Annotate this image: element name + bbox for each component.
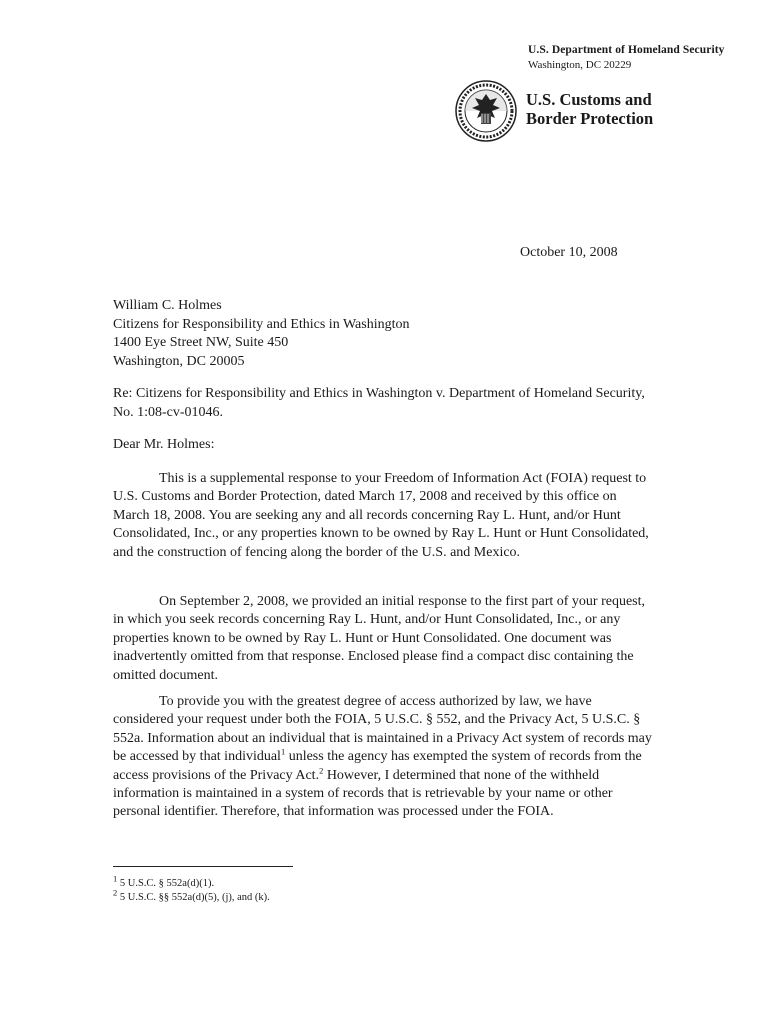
salutation: Dear Mr. Holmes: <box>113 437 215 452</box>
footnote-divider <box>113 866 293 867</box>
footnote-2 <box>113 887 270 903</box>
paragraph-1: This is a supplemental response to your Freedom of Information Act (FOIA) request to U.S. Customs and Border Protection, dated March 17, 2008 and received by this office on March 18, 2008. You are seeking any and all records concerning Ray L. Hunt, and/or Hunt Consolidated, Inc., or any properties known to be owned by Ray L. Hunt or Hunt Consolidated, and the construction of fencing along the border of the U.S. and Mexico. <box>113 471 649 560</box>
agency-line-2: Border Protection <box>526 109 654 128</box>
paragraph-3 <box>113 693 653 822</box>
agency-name <box>526 90 653 128</box>
footnote-1-text: 5 U.S.C. § 552a(d)(1). <box>117 878 215 889</box>
footnote-2-number: 2 <box>113 887 118 898</box>
footnote-ref-2: 2 <box>319 764 324 775</box>
department-city: Washington, DC 20229 <box>528 59 632 71</box>
dhs-seal-icon <box>455 80 517 142</box>
recipient-street: 1400 Eye Street NW, Suite 450 <box>113 335 289 350</box>
recipient-organization: Citizens for Responsibility and Ethics in Washington <box>113 316 410 332</box>
paragraph-3-part-b: unless the agency has exempted the system of records from the access provisions of the Privacy Act. <box>113 749 642 783</box>
footnote-ref-1: 1 <box>280 746 286 757</box>
department-name: U.S. Department of Homeland Security <box>528 44 725 56</box>
footnote-1-number: 1 <box>113 873 118 884</box>
recipient-name: William C. Holmes <box>113 298 222 313</box>
paragraph-3-part-a: To provide you with the greatest degree of access authorized by law, we have considered your request under both the FOIA, 5 U.S.C. § 552, and the Privacy Act, 5 U.S.C. § 552a. Information about an individual that is maintained in a Privacy Act system of records may be accessed by that individual <box>113 694 652 765</box>
footnote-1 <box>113 873 215 889</box>
letter-date: October 10, 2008 <box>520 245 618 260</box>
footnote-2-text: 5 U.S.C. §§ 552a(d)(5), (j), and (k). <box>117 892 270 903</box>
paragraph-2: On September 2, 2008, we provided an initial response to the first part of your request, in which you seek records concerning Ray L. Hunt, and/or Hunt Consolidated, Inc., or any properties known to be owned by Ray L. Hunt or Hunt Consolidated. One document was inadvertently omitted from that response. Enclosed please find a compact disc containing the omitted document. <box>113 594 645 683</box>
agency-line-1: U.S. Customs and <box>526 90 652 109</box>
recipient-city: Washington, DC 20005 <box>113 353 245 369</box>
recipient-address <box>113 297 409 371</box>
paragraph-3-part-c: However, I determined that none of the withheld information is maintained in a system of records that is retrievable by your name or other personal identifier. Therefore, that information was processed under the FOIA. <box>113 767 613 820</box>
re-line: Re: Citizens for Responsibility and Ethics in Washington v. Department of Homeland Security, No. 1:08-cv-01046. <box>113 386 645 420</box>
